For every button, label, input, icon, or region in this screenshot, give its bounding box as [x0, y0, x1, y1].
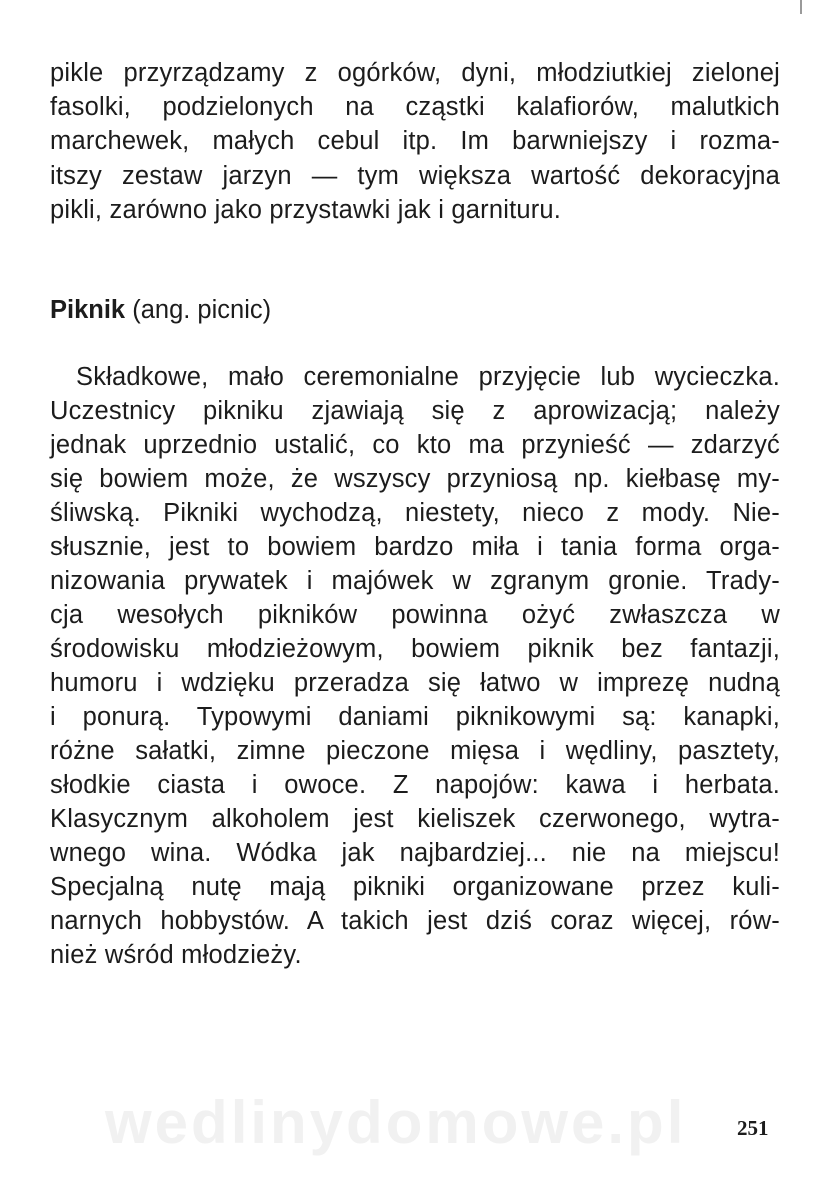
- section-heading: [50, 293, 271, 327]
- body-line: środowisku młodzieżowym, bowiem piknik bez fantazji,: [50, 635, 780, 663]
- body-line: słodkie ciasta i owoce. Z napojów: kawa i herbata.: [50, 771, 780, 799]
- body-line: narnych hobbystów. A takich jest dziś coraz więcej, rów-: [50, 907, 780, 935]
- body-line: i ponurą. Typowymi daniami piknikowymi są: kanapki,: [50, 703, 780, 731]
- body-line: śliwską. Pikniki wychodzą, niestety, nieco z mody. Nie-: [50, 499, 780, 527]
- body-line: Składkowe, mało ceremonialne przyjęcie lub wycieczka.: [76, 363, 780, 391]
- intro-line: itszy zestaw jarzyn — tym większa wartość dekoracyjna: [50, 162, 780, 190]
- page-number: 251: [737, 1116, 769, 1140]
- body-line: różne sałatki, zimne pieczone mięsa i wędliny, pasztety,: [50, 737, 780, 765]
- body-line: się bowiem może, że wszyscy przyniosą np. kiełbasę my-: [50, 465, 780, 493]
- body-line: cja wesołych pikników powinna ożyć zwłaszcza w: [50, 601, 780, 629]
- section-heading-note: (ang. picnic): [132, 296, 272, 324]
- watermark: wedlinydomowe.pl: [105, 1089, 687, 1156]
- intro-line: pikli, zarówno jako przystawki jak i garnituru.: [50, 196, 562, 224]
- corner-scan-mark: [800, 0, 802, 14]
- section-heading-title: Piknik: [50, 296, 126, 324]
- intro-line: fasolki, podzielonych na cząstki kalafiorów, malutkich: [50, 93, 780, 121]
- body-line: Specjalną nutę mają pikniki organizowane przez kuli-: [50, 873, 780, 901]
- intro-line: pikle przyrządzamy z ogórków, dyni, młodziutkiej zielonej: [50, 59, 780, 87]
- body-line: Uczestnicy pikniku zjawiają się z aprowizacją; należy: [50, 397, 780, 425]
- body-line: wnego wina. Wódka jak najbardziej... nie na miejscu!: [50, 839, 780, 867]
- body-line: nizowania prywatek i majówek w zgranym gronie. Trady-: [50, 567, 780, 595]
- body-line: jednak uprzednio ustalić, co kto ma przynieść — zdarzyć: [50, 431, 780, 459]
- body-line: nież wśród młodzieży.: [50, 941, 302, 969]
- body-line: Klasycznym alkoholem jest kieliszek czerwonego, wytra-: [50, 805, 780, 833]
- body-line: słusznie, jest to bowiem bardzo miła i tania forma orga-: [50, 533, 780, 561]
- body-line: humoru i wdzięku przeradza się łatwo w imprezę nudną: [50, 669, 780, 697]
- intro-line: marchewek, małych cebul itp. Im barwniejszy i rozma-: [50, 127, 780, 155]
